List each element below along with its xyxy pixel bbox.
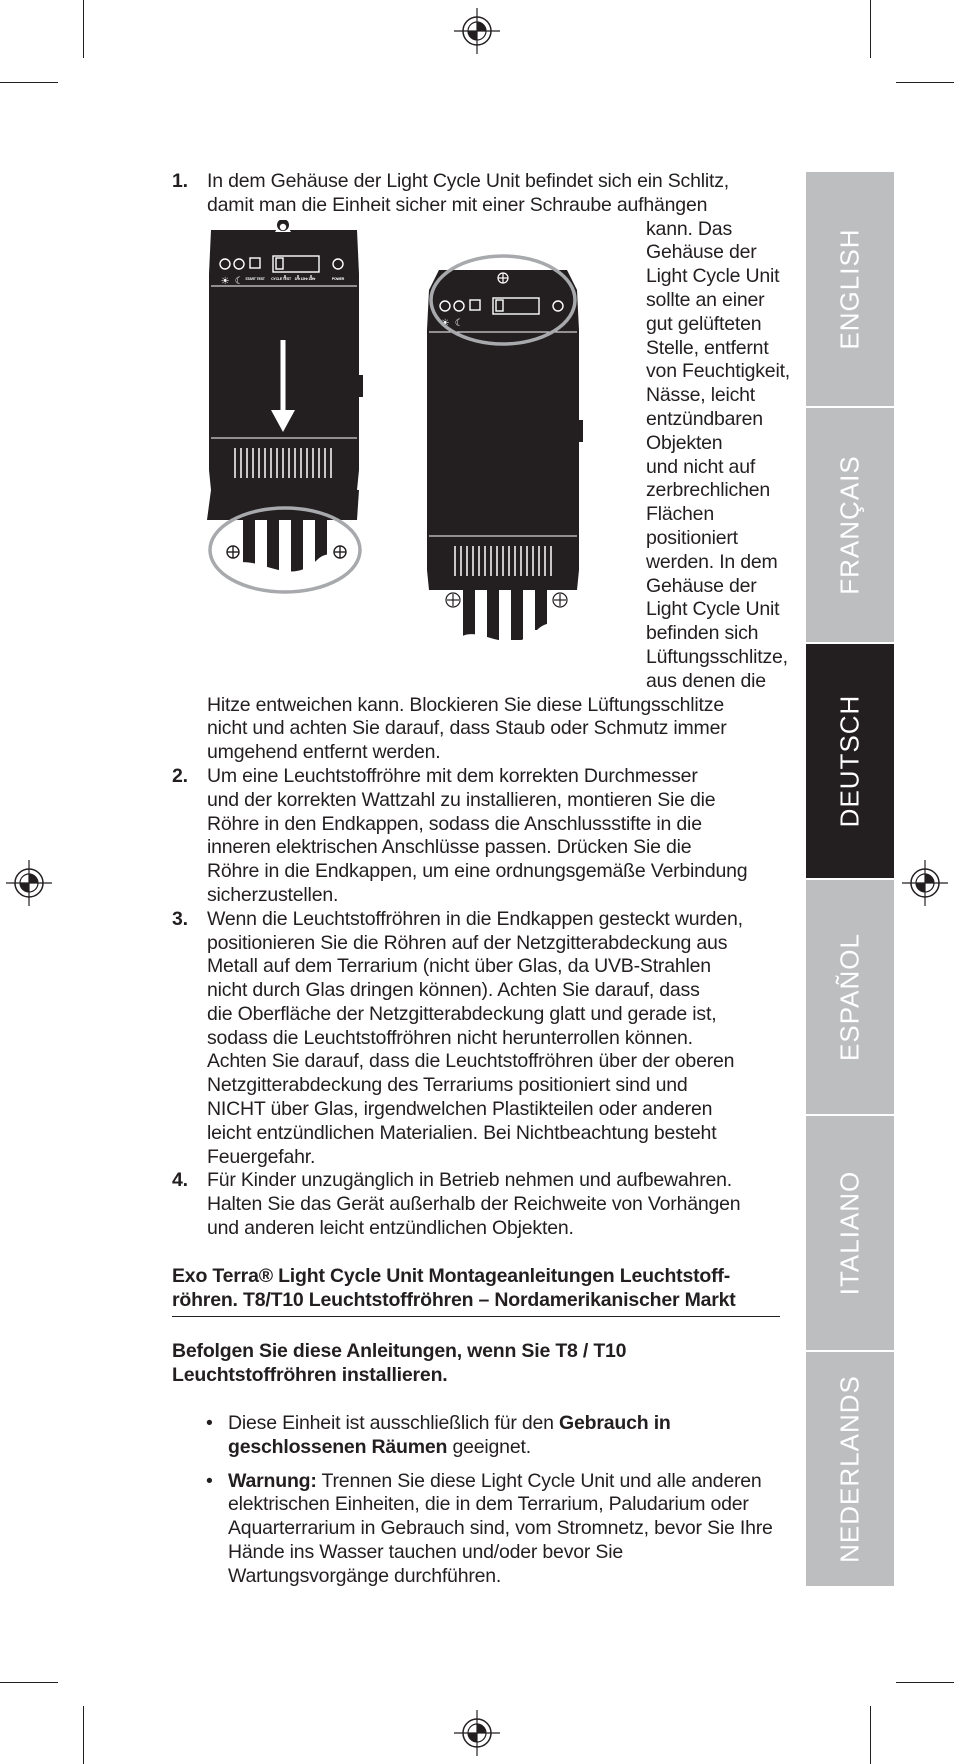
text-line: nicht durch Glas dringen können). Achten Sie darauf, dass	[207, 979, 700, 1002]
heading-line: röhren. T8/T10 Leuchtstoffröhren – Nordamerikanischer Markt	[172, 1288, 736, 1311]
text-line: gut gelüfteten	[646, 312, 762, 335]
text-line: umgehend entfernt werden.	[207, 741, 441, 764]
language-tabs	[806, 172, 894, 1586]
sub-heading	[172, 1340, 784, 1388]
light-cycle-unit-illustration	[207, 220, 637, 820]
crop-mark-top-right-v	[870, 0, 871, 58]
text-line: inneren elektrischen Anschlüsse passen. Drücken Sie die	[207, 836, 692, 859]
unit-installed-figure	[427, 256, 583, 670]
unit-mounting-figure	[207, 220, 363, 600]
tab-francais[interactable]	[806, 408, 894, 644]
manual-content	[172, 170, 791, 1589]
bullet-marker: •	[206, 1412, 213, 1435]
text-line: Objekten	[646, 431, 723, 454]
text-line: Metall auf dem Terrarium (nicht über Glas, da UVB-Strahlen	[207, 955, 711, 978]
tab-italiano[interactable]	[806, 1116, 894, 1352]
step-4	[172, 1169, 784, 1240]
bullet-text: geeignet.	[447, 1435, 531, 1458]
tab-nederlands[interactable]	[806, 1352, 894, 1586]
crop-mark-top-left-v	[83, 0, 84, 58]
text-line: Flächen	[646, 503, 714, 526]
bullet-text: Trennen Sie diese Light Cycle Unit und alle anderen elektrischen Einheiten, die in dem Terrarium, Paludarium oder Aquarterrarium in Gebrauch sind, vom Stromnetz, bevor Sie Ihre Hände ins Wasser tauchen und/oder bevor Sie Wartungsvorgänge durchführen.	[228, 1469, 773, 1587]
heading-line: Befolgen Sie diese Anleitungen, wenn Sie T8 / T10	[172, 1340, 627, 1363]
text-line: Feuergefahr.	[207, 1145, 316, 1168]
text-line: Nässe, leicht	[646, 384, 756, 407]
text-line: Halten Sie das Gerät außerhalb der Reichweite von Vorhängen	[207, 1193, 741, 1216]
text-line: Light Cycle Unit	[646, 598, 780, 621]
bullet-item	[206, 1412, 784, 1460]
text-line: Für Kinder unzugänglich in Betrieb nehmen und aufbewahren.	[207, 1169, 733, 1192]
text-line: werden. In dem	[646, 550, 778, 573]
text-line: leicht entzündlichen Materialien. Bei Nichtbeachtung besteht	[207, 1121, 717, 1144]
text-line: und anderen leicht entzündlichen Objekten.	[207, 1217, 574, 1240]
text-line: Achten Sie darauf, dass die Leuchtstoffröhren über der oberen	[207, 1050, 735, 1073]
registration-mark-top-icon	[454, 8, 500, 54]
bullet-text: Diese Einheit ist ausschließlich für den	[228, 1412, 560, 1435]
cycle-test-label: CYCLE TEST	[271, 277, 291, 281]
text-line: Gehäuse der	[646, 241, 757, 264]
tab-english[interactable]	[806, 172, 894, 408]
heading-line: Leuchtstoffröhren installieren.	[172, 1364, 448, 1387]
text-line: Hitze entweichen kann. Blockieren Sie diese Lüftungsschlitze	[207, 693, 724, 716]
step-1-wide-line: In dem Gehäuse der Light Cycle Unit befindet sich ein Schlitz,	[207, 170, 729, 192]
tab-espanol[interactable]	[806, 880, 894, 1116]
text-line: befinden sich	[646, 622, 759, 645]
text-line: die Oberfläche der Netzgitterabdeckung glatt und gerade ist,	[207, 1002, 717, 1025]
text-line: Röhre in den Endkappen, sodass die Anschlussstifte in die	[207, 812, 702, 835]
text-line: Netzgitterabdeckung des Terrariums positioniert sind und	[207, 1074, 688, 1097]
heading-line: Exo Terra® Light Cycle Unit Montageanleitungen Leuchtstoff-	[172, 1264, 730, 1287]
bullet-bold-text: Gebrauch in geschlossenen Räumen	[228, 1412, 671, 1458]
start-test-label: START TEST	[245, 277, 265, 281]
tab-label: ESPAÑOL	[834, 933, 865, 1061]
tab-label: ITALIANO	[834, 1170, 865, 1296]
text-line: NICHT über Glas, irgendwelchen Plastikteilen oder anderen	[207, 1098, 713, 1121]
bullet-item	[206, 1470, 784, 1589]
crop-mark-bottom-left-v	[83, 1706, 84, 1764]
step-1-wide-line: damit man die Einheit sicher mit einer Schraube aufhängen	[207, 193, 708, 216]
step-2	[172, 765, 784, 908]
step-1	[172, 170, 791, 765]
crop-mark-top-right-h	[896, 82, 954, 83]
tab-deutsch[interactable]	[806, 644, 894, 880]
text-line: sicherzustellen.	[207, 883, 339, 906]
text-line: und nicht auf	[646, 455, 756, 478]
step-number: 2.	[172, 764, 188, 787]
tab-label: DEUTSCH	[834, 694, 865, 828]
text-line: Röhre in die Endkappen, um eine ordnungsgemäße Verbindung	[207, 860, 748, 883]
text-line: sodass die Leuchtstoffröhren nicht herunterrollen können.	[207, 1026, 693, 1049]
crop-mark-bottom-right-v	[870, 1706, 871, 1764]
text-line: Gehäuse der	[646, 574, 757, 597]
bullet-marker: •	[206, 1469, 213, 1492]
svg-text:☾: ☾	[234, 276, 244, 287]
crop-mark-top-left-h	[0, 82, 58, 83]
registration-mark-left-icon	[6, 860, 52, 906]
bullet-bold-text: Warnung:	[228, 1469, 317, 1492]
text-line: Light Cycle Unit	[646, 265, 780, 288]
timing-label: 1Hr 12Hr 14Hr	[294, 277, 316, 281]
power-label: POWER	[331, 277, 345, 281]
tab-label: NEDERLANDS	[834, 1375, 865, 1563]
crop-mark-bottom-left-h	[0, 1682, 58, 1683]
crop-mark-bottom-right-h	[896, 1682, 954, 1683]
step-number: 4.	[172, 1169, 188, 1192]
bullet-list	[172, 1412, 784, 1589]
text-line: positionieren Sie die Röhren auf der Netzgitterabdeckung aus	[207, 931, 728, 954]
svg-text:☀: ☀	[440, 318, 450, 329]
registration-mark-bottom-icon	[454, 1710, 500, 1756]
registration-mark-right-icon	[902, 860, 948, 906]
text-line: nicht und achten Sie darauf, dass Staub oder Schmutz immer	[207, 717, 727, 740]
svg-text:☾: ☾	[454, 318, 464, 329]
step-1-wrapped-text	[646, 218, 806, 694]
svg-text:☀: ☀	[220, 276, 230, 287]
text-line: kann. Das	[646, 217, 732, 240]
step-number: 1.	[172, 170, 188, 192]
text-line: aus denen die	[646, 669, 766, 692]
tab-label: ENGLISH	[834, 228, 865, 350]
text-line: Lüftungsschlitze,	[646, 645, 788, 668]
text-line: von Feuchtigkeit,	[646, 360, 791, 383]
text-line: und der korrekten Wattzahl zu installieren, montieren Sie die	[207, 788, 716, 811]
text-line: Stelle, entfernt	[646, 336, 769, 359]
text-line: Wenn die Leuchtstoffröhren in die Endkappen gesteckt wurden,	[207, 907, 743, 930]
text-line: sollte an einer	[646, 288, 765, 311]
step-number: 3.	[172, 907, 188, 930]
section-heading	[172, 1265, 784, 1313]
text-line: positioniert	[646, 526, 738, 549]
text-line: Um eine Leuchtstoffröhre mit dem korrekten Durchmesser	[207, 764, 698, 787]
text-line: entzündbaren	[646, 407, 763, 430]
tab-label: FRANÇAIS	[834, 455, 865, 595]
text-line: zerbrechlichen	[646, 479, 771, 502]
step-3	[172, 908, 784, 1170]
